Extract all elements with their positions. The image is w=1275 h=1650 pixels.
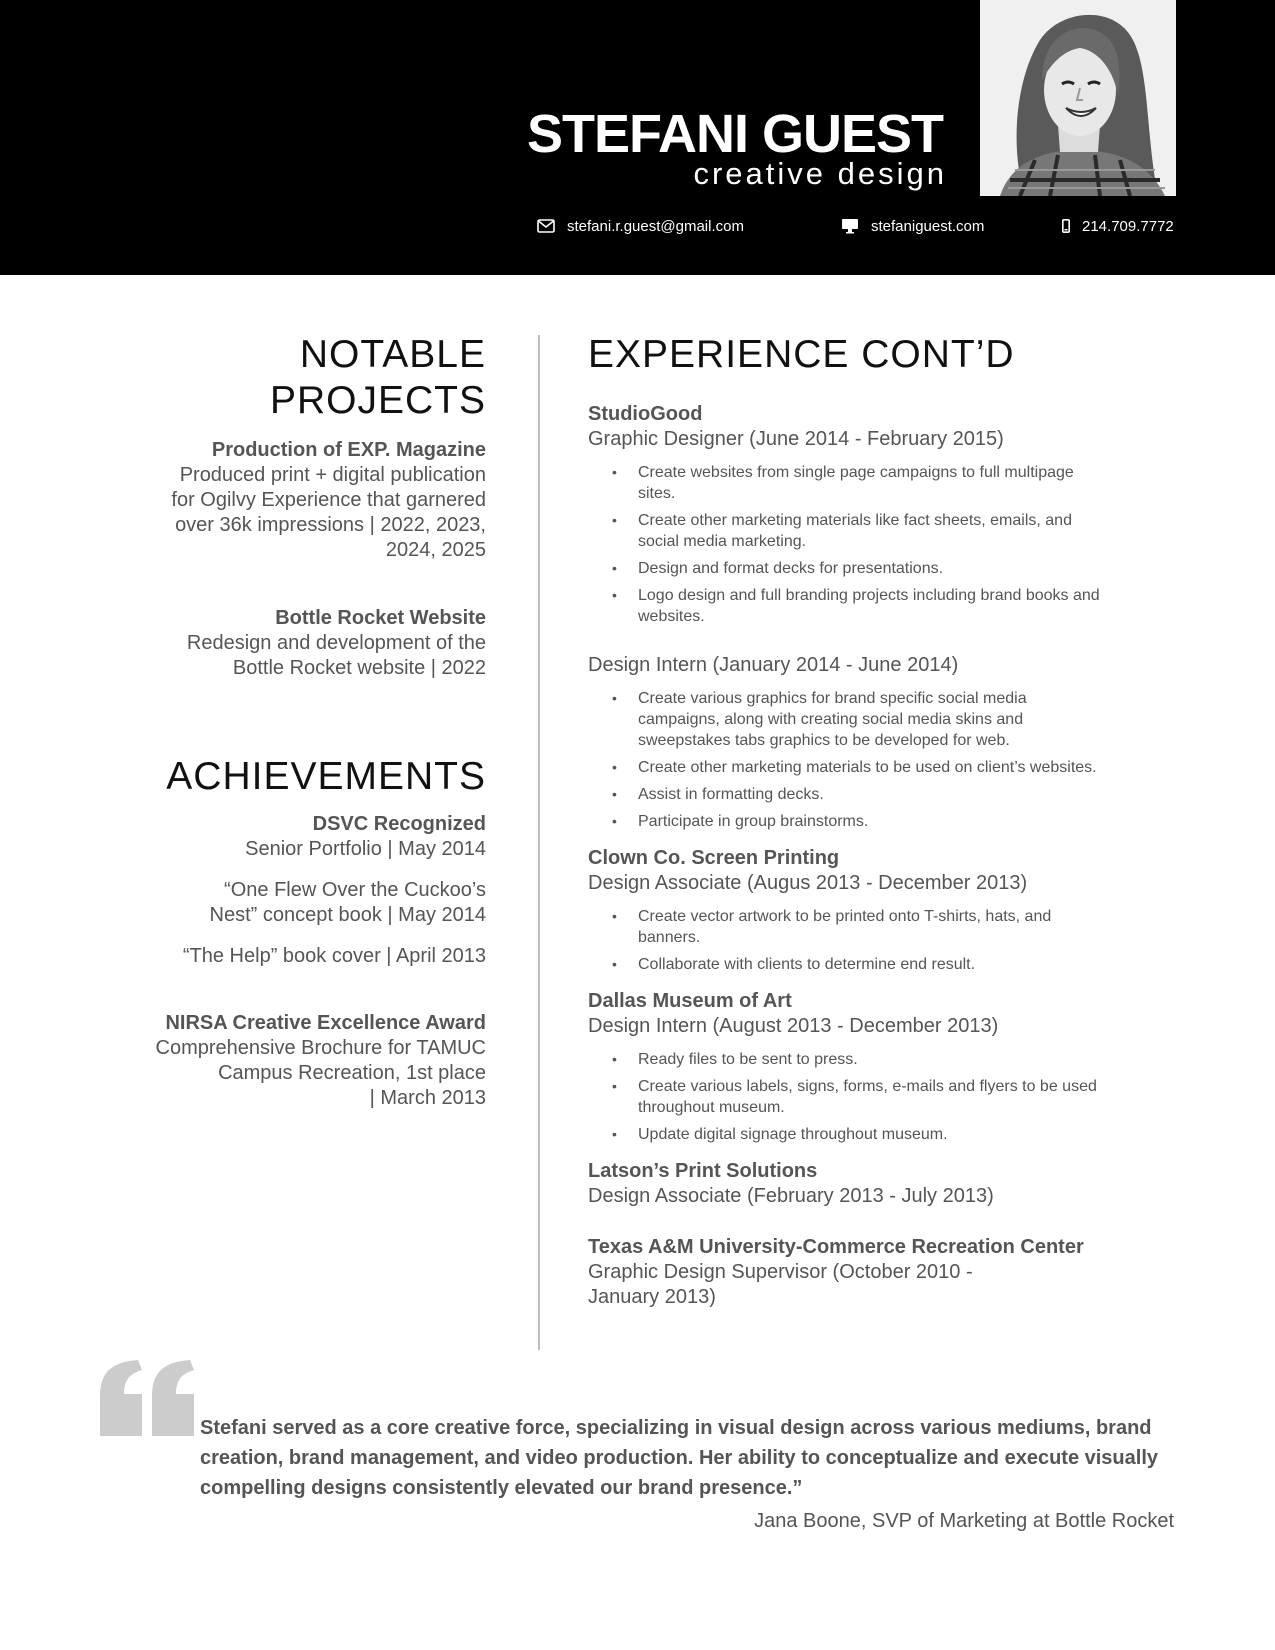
job-role: January 2013) [588, 1286, 716, 1308]
column-divider [538, 335, 540, 1350]
bullet-item: • Collaborate with clients to determine end result. [612, 954, 1178, 975]
projects-title-line2: PROJECTS [269, 379, 486, 422]
bullet-item: • Logo design and full branding projects including brand books and websites. [612, 585, 1102, 627]
job-entry [588, 653, 1178, 832]
achievement-item [100, 1011, 486, 1111]
right-column [588, 332, 1178, 1310]
job-bullets [588, 688, 1178, 832]
project-desc: for Ogilvy Experience that garnered [171, 489, 486, 511]
bullet-item: • Design and format decks for presentations. [612, 558, 1178, 579]
job-role: Design Intern (August 2013 - December 2013) [588, 1015, 999, 1037]
job-bullets [588, 1049, 1178, 1145]
job-entry [588, 1159, 1178, 1209]
bullet-item: • Create other marketing materials to be used on client’s websites. [612, 757, 1178, 778]
bullet-item: • Create various graphics for brand specific social media campaigns, along with creating social media skins and sweepstakes tabs graphics to be developed for web. [612, 688, 1092, 751]
project-title: Bottle Rocket Website [275, 607, 486, 629]
job-company: Latson’s Print Solutions [588, 1160, 818, 1182]
achievement-text: Senior Portfolio | May 2014 [245, 838, 486, 860]
testimonial-quote: Stefani served as a core creative force, specializing in visual design across various mediums, brand creation, brand management, and video production. Her ability to conceptualize and execute visually compelling designs consistently elevated our brand presence.” [200, 1417, 1158, 1499]
left-column [100, 332, 486, 1111]
job-company: Texas A&M University-Commerce Recreation Center [588, 1236, 1084, 1258]
project-item [100, 438, 486, 563]
contact-phone[interactable] [1062, 215, 1174, 237]
experience-title: EXPERIENCE CONT’D [588, 333, 1015, 376]
contact-email[interactable] [537, 215, 744, 237]
email-text[interactable]: stefani.r.guest@gmail.com [567, 217, 744, 235]
project-desc: Bottle Rocket website | 2022 [232, 657, 486, 679]
job-company: Clown Co. Screen Printing [588, 847, 840, 869]
testimonial-attribution: Jana Boone, SVP of Marketing at Bottle Rocket [754, 1510, 1174, 1532]
achievement-text: Comprehensive Brochure for TAMUC [155, 1037, 486, 1059]
achievement-text: Campus Recreation, 1st place [218, 1062, 486, 1084]
bullet-item: • Participate in group brainstorms. [612, 811, 1178, 832]
achievement-text: “The Help” book cover | April 2013 [182, 945, 486, 967]
tagline: creative design [693, 156, 947, 191]
achievements-title: ACHIEVEMENTS [166, 755, 486, 798]
bullet-item: • Create vector artwork to be printed onto T-shirts, hats, and banners. [612, 906, 1092, 948]
job-role: Graphic Designer (June 2014 - February 2015) [588, 428, 1004, 450]
website-text[interactable]: stefaniguest.com [871, 217, 985, 235]
contact-website[interactable] [841, 215, 984, 237]
achievement-text: “One Flew Over the Cuckoo’s [224, 879, 486, 901]
achievement-title: DSVC Recognized [312, 813, 486, 835]
bullet-item: • Create other marketing materials like fact sheets, emails, and social media marketing. [612, 510, 1112, 552]
monitor-icon [841, 218, 859, 234]
bullet-item: • Ready files to be sent to press. [612, 1049, 1178, 1070]
bullet-item: • Update digital signage throughout museum. [612, 1124, 1178, 1145]
job-company: Dallas Museum of Art [588, 990, 792, 1012]
project-desc: Redesign and development of the [186, 632, 486, 654]
job-role: Design Intern (January 2014 - June 2014) [588, 654, 959, 676]
achievement-text: Nest” concept book | May 2014 [209, 904, 486, 926]
profile-photo [980, 0, 1176, 196]
project-item [100, 606, 486, 681]
project-title: Production of EXP. Magazine [211, 439, 486, 461]
project-desc: over 36k impressions | 2022, 2023, [175, 514, 486, 536]
projects-title-line1: NOTABLE [299, 333, 486, 376]
bullet-item: • Assist in formatting decks. [612, 784, 1178, 805]
bullet-item: • Create websites from single page campaigns to full multipage sites. [612, 462, 1092, 504]
job-role: Design Associate (February 2013 - July 2013) [588, 1185, 994, 1207]
job-role: Graphic Design Supervisor (October 2010 - [588, 1261, 973, 1283]
job-entry [588, 402, 1178, 627]
job-bullets [588, 906, 1178, 975]
achievement-title: NIRSA Creative Excellence Award [165, 1012, 486, 1034]
job-entry [588, 846, 1178, 975]
phone-text[interactable]: 214.709.7772 [1082, 217, 1174, 235]
job-entry [588, 989, 1178, 1145]
job-company: StudioGood [588, 403, 703, 425]
header-banner [0, 0, 1275, 275]
project-desc: 2024, 2025 [385, 539, 486, 561]
project-desc: Produced print + digital publication [179, 464, 486, 486]
job-role: Design Associate (Augus 2013 - December 2013) [588, 872, 1028, 894]
bullet-item: • Create various labels, signs, forms, e-mails and flyers to be used throughout museum. [612, 1076, 1122, 1118]
job-bullets [588, 462, 1178, 627]
portrait-illustration [980, 0, 1176, 196]
job-entry [588, 1235, 1178, 1310]
name-heading: STEFANI GUEST [526, 104, 943, 164]
quote-mark-icon [98, 1358, 198, 1438]
achievement-text: | March 2013 [369, 1087, 486, 1109]
mail-icon [537, 219, 555, 233]
achievement-item [100, 812, 486, 969]
phone-icon [1062, 219, 1070, 233]
